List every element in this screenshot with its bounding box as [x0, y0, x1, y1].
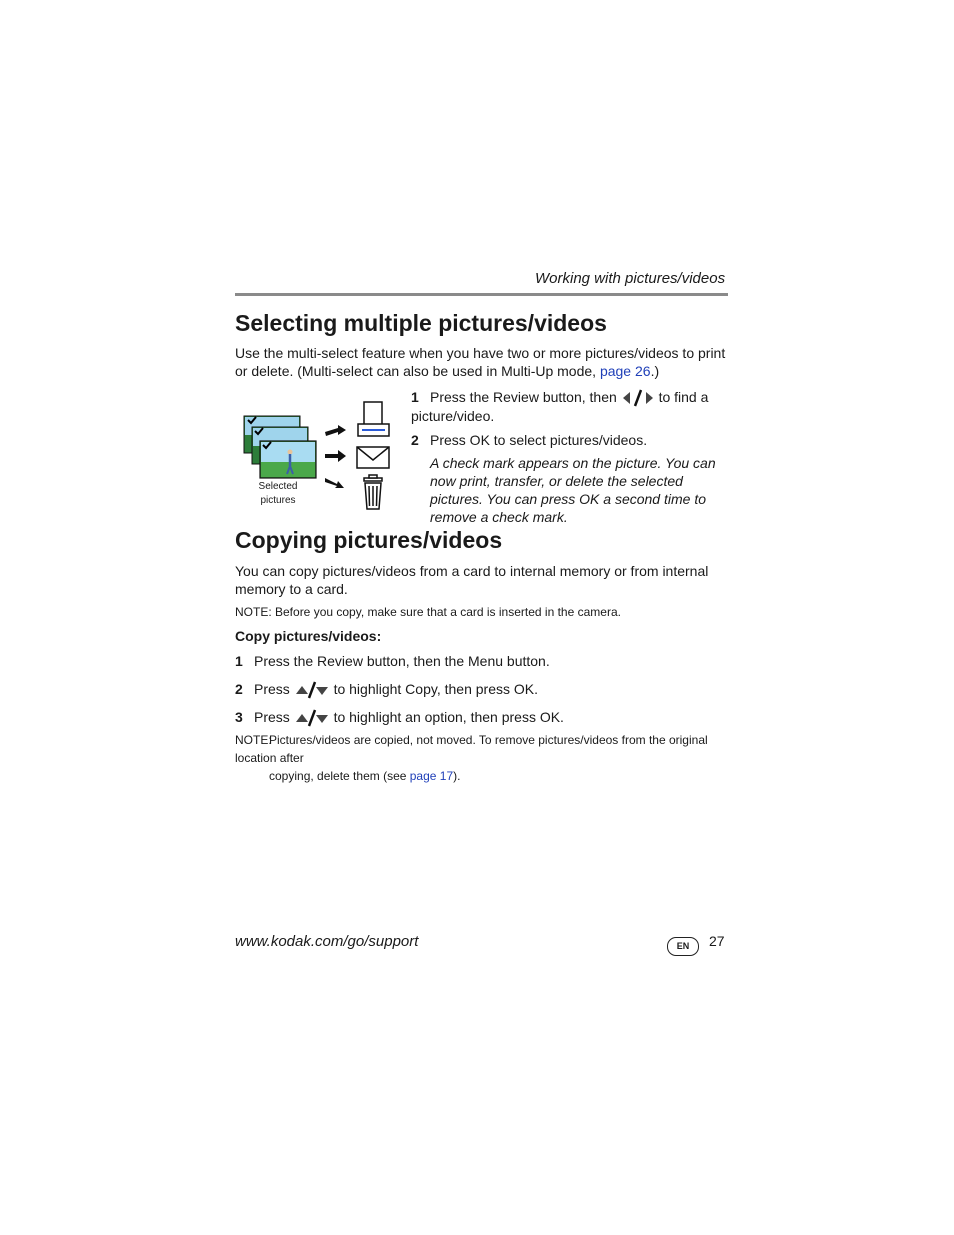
note-cont-text: copying, delete them (see — [269, 769, 410, 783]
copy-note-1: NOTE: Before you copy, make sure that a card is inserted in the camera. — [235, 605, 621, 619]
copying-intro: You can copy pictures/videos from a card to internal memory or from internal memory to a card. — [235, 563, 709, 597]
copy-step-2 — [235, 680, 538, 699]
note-label: NOTE: — [235, 733, 272, 747]
header-rule — [235, 293, 728, 296]
select-step-1 — [411, 388, 711, 425]
language-badge: EN — [667, 937, 699, 956]
up-down-arrows-icon — [294, 709, 330, 727]
press-text: Press — [254, 681, 290, 697]
press-text: Press — [254, 709, 290, 725]
section-title-selecting: Selecting multiple pictures/videos — [235, 310, 607, 336]
page-26-link[interactable]: page 26 — [599, 363, 651, 379]
copy-note-2 — [235, 731, 730, 785]
page-17-link[interactable]: page 17 — [409, 769, 454, 783]
step-text: Press the Review button, then — [430, 389, 617, 405]
footer-support-url[interactable]: www.kodak.com/go/support — [235, 933, 419, 950]
step-number: 2 — [235, 681, 243, 697]
intro-text: Use the multi-select feature when you have two or more pictures/videos to print or delete. (Multi-select can also be used in Multi-Up mode, — [235, 345, 726, 379]
note-text: Pictures/videos are copied, not moved. To remove pictures/videos from the original location after — [235, 733, 708, 765]
step-text: Press the Review button, then the Menu button. — [254, 653, 550, 669]
step-text: to highlight an option, then press OK. — [333, 709, 564, 725]
select-step-2 — [411, 431, 711, 449]
select-step-2-note: A check mark appears on the picture. You can now print, transfer, or delete the selected pictures. You can press OK a second time to remove a check mark. — [430, 455, 716, 525]
printer-icon — [358, 402, 389, 436]
arrow-to-envelope — [325, 450, 346, 462]
copy-step-1 — [235, 652, 550, 670]
envelope-icon — [357, 447, 389, 468]
step-number: 1 — [235, 653, 243, 669]
step-number: 2 — [411, 432, 419, 448]
left-right-arrows-icon — [621, 389, 655, 407]
step-number: 3 — [235, 709, 243, 725]
illustration-caption: Selected pictures — [258, 481, 298, 506]
up-down-arrows-icon — [294, 681, 330, 699]
arrow-to-trash — [325, 478, 344, 488]
section-title-copying: Copying pictures/videos — [235, 527, 503, 553]
copy-step-3 — [235, 708, 564, 727]
copy-subheading: Copy pictures/videos: — [235, 628, 382, 644]
step-text: to highlight Copy, then press OK. — [333, 681, 538, 697]
selecting-intro — [235, 344, 730, 380]
step-text-cont: to find a picture/video. — [411, 389, 709, 425]
step-text: Press OK to select pictures/videos. — [430, 432, 648, 448]
trash-icon — [364, 475, 382, 509]
step-number: 1 — [411, 389, 419, 405]
arrow-to-printer — [325, 425, 346, 436]
running-header: Working with pictures/videos — [535, 270, 726, 287]
intro-suffix: .) — [650, 363, 660, 379]
note-cont-suffix: ). — [453, 769, 461, 783]
page-number: 27 — [709, 933, 725, 949]
